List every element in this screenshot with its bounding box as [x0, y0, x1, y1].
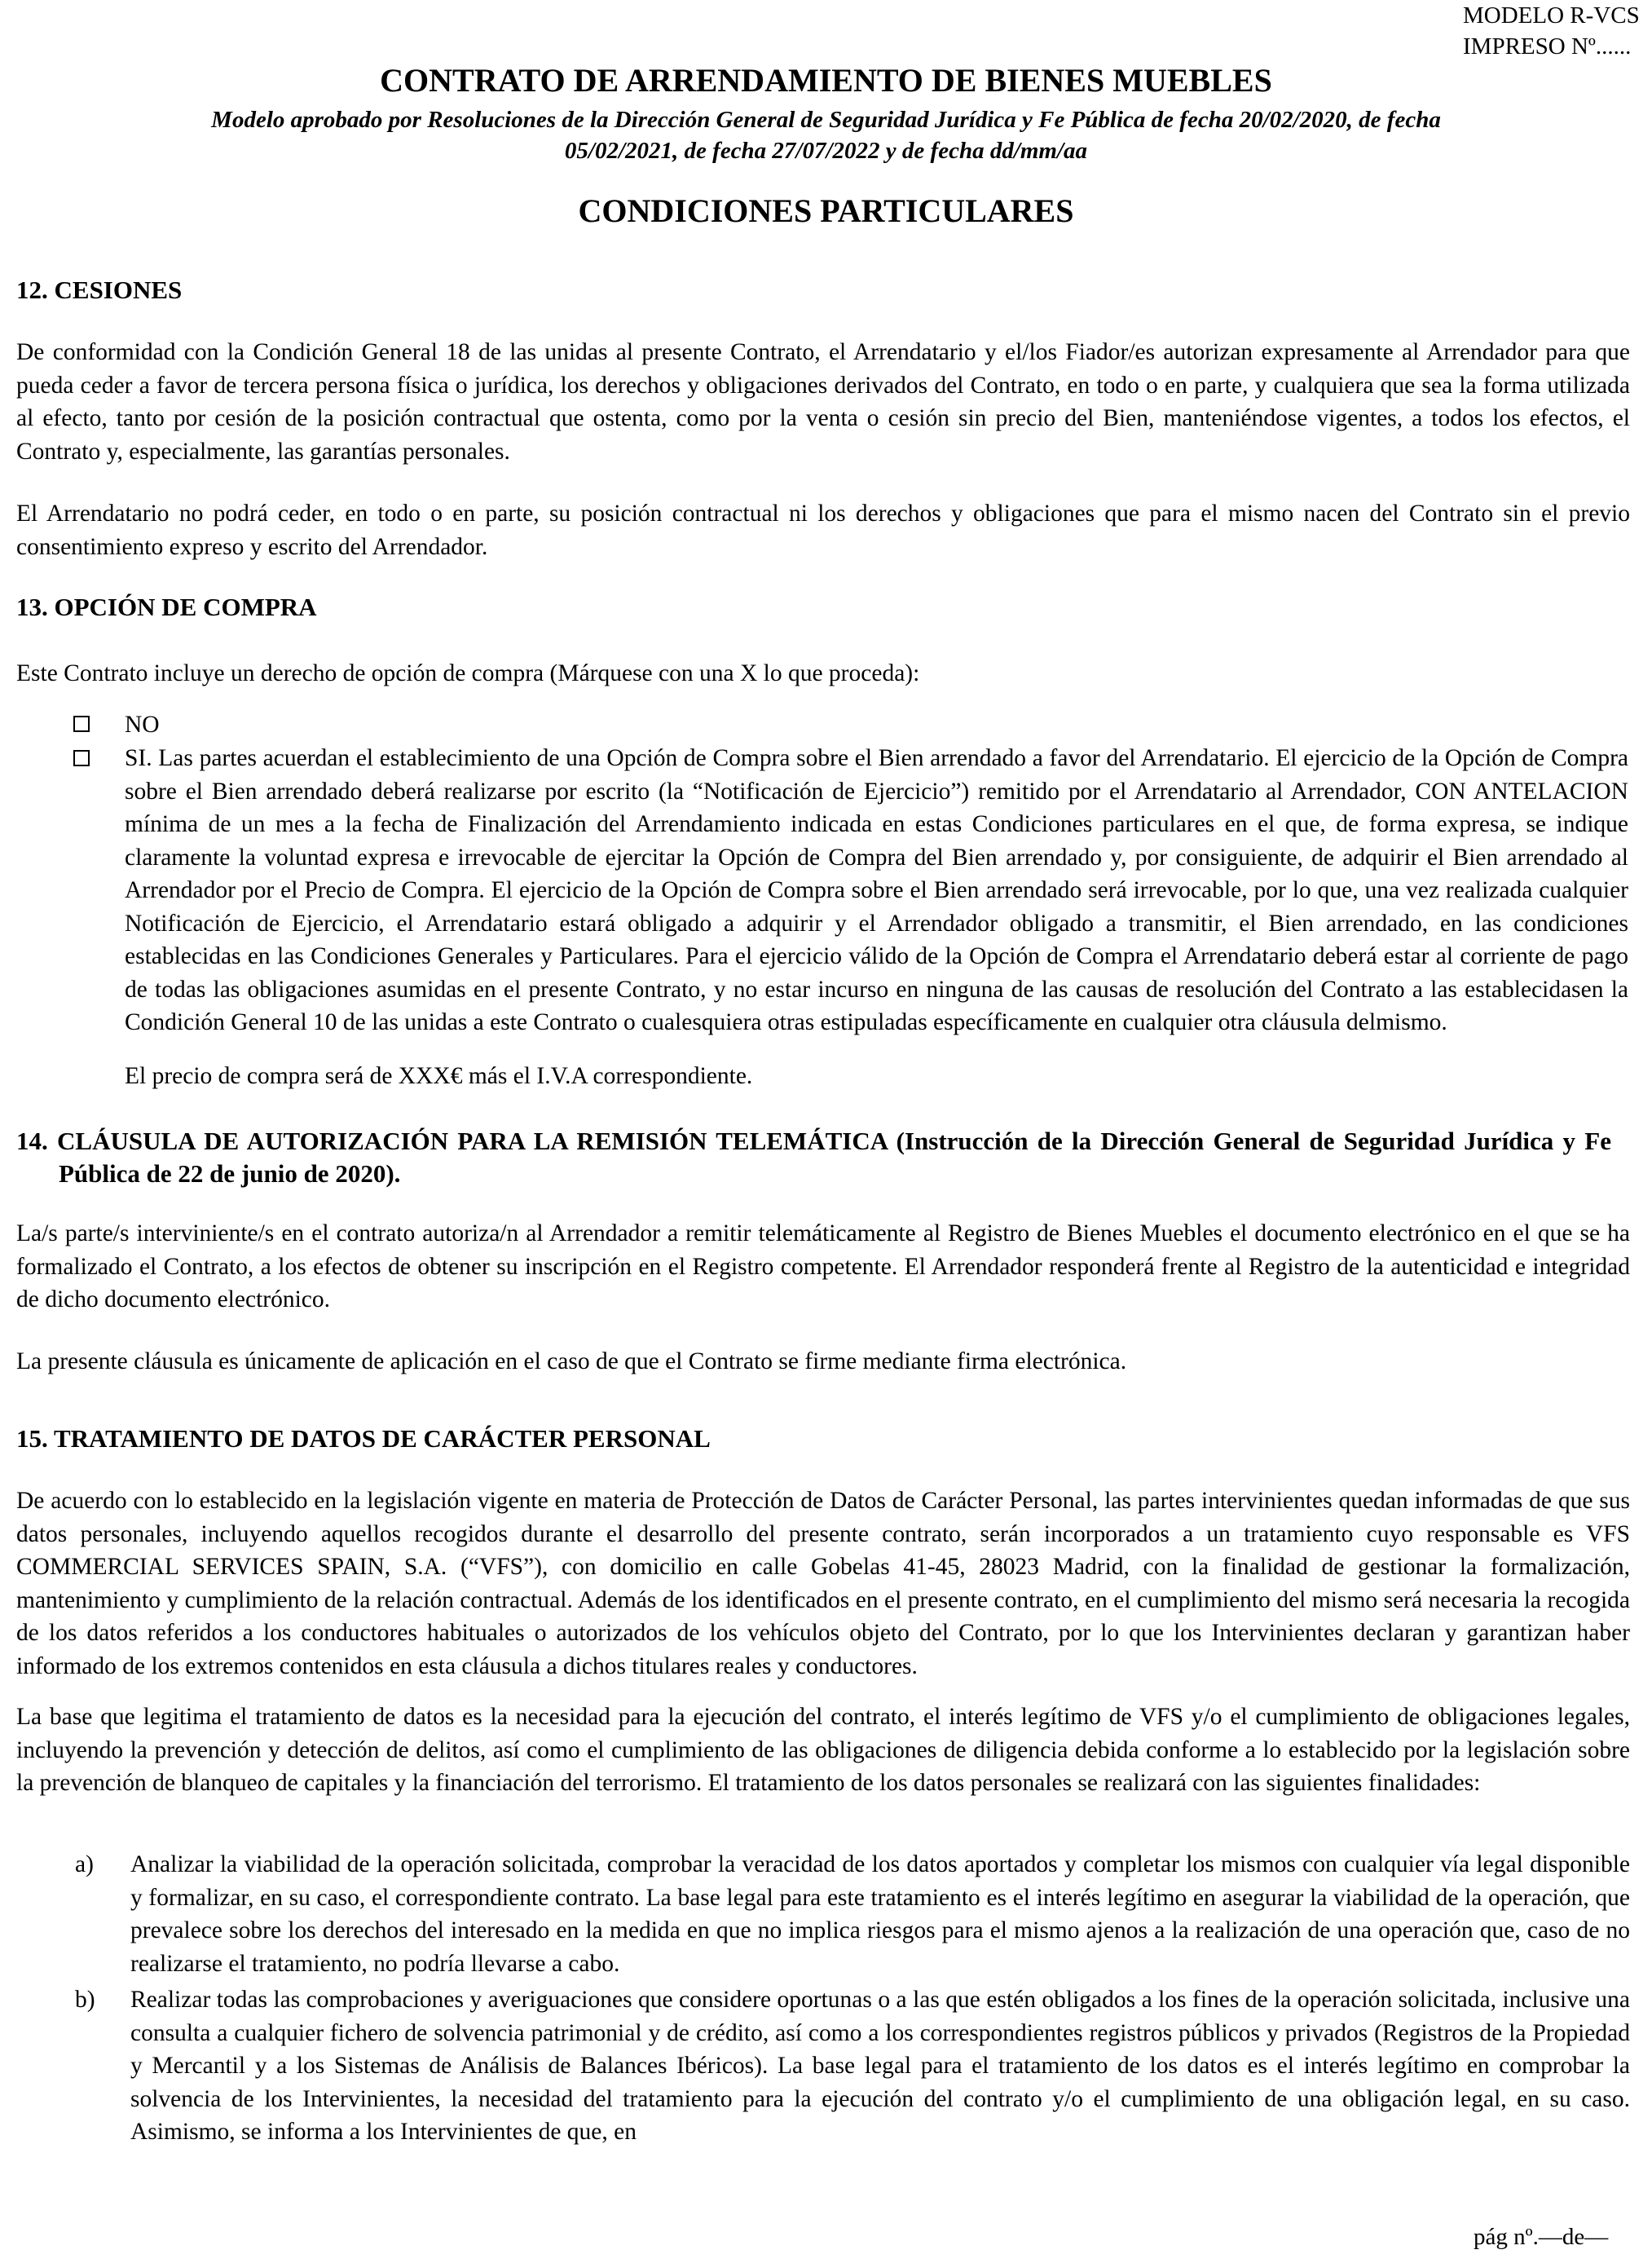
purchase-price: El precio de compra será de XXX€ más el I.V.A correspondiente. — [125, 1063, 753, 1089]
cesiones-paragraph-2: El Arrendatario no podrá ceder, en todo o en parte, su posición contractual ni los derechos y obligaciones que para el mismo nacen del Contrato sin el previo consentimiento expreso y escrito del Arrendador. — [16, 501, 1630, 560]
document-subtitle — [0, 104, 1652, 166]
remision-paragraph-2: La presente cláusula es únicamente de aplicación en el caso de que el Contrato se firme mediante firma electrónica. — [16, 1348, 1127, 1374]
document-title: CONTRATO DE ARRENDAMIENTO DE BIENES MUEBLES — [380, 62, 1272, 99]
cesiones-paragraph-1: De conformidad con la Condición General 18 de las unidas al presente Contrato, el Arrendatario y el/los Fiador/es autorizan expresamente al Arrendador para que pueda ceder a favor de tercera persona física o jurídica, los derechos y obligaciones derivados del Contrato, en todo o en parte, y cualquiera que sea la forma utilizada al efecto, tanto por cesión de la posición contractual que ostenta, como por la venta o cesión sin precio del Bien, manteniéndose vigentes, a todos los efectos, el Contrato y, especialmente, las garantías personales. — [16, 339, 1630, 465]
subtitle-line-2: 05/02/2021, de fecha 27/07/2022 y de fecha dd/mm/aa — [564, 138, 1088, 164]
datos-paragraph-1: De acuerdo con lo establecido en la legislación vigente en materia de Protección de Datos de Carácter Personal, las partes intervinientes quedan informadas de que sus datos personales, incluyendo aquellos recogidos durante el desarrollo del presente contrato, serán incorporados a un tratamiento cuyo responsable es VFS COMMERCIAL SERVICES SPAIN, S.A. (“VFS”), con domicilio en calle Gobelas 41-45, 28023 Madrid, con la finalidad de gestionar la formalización, mantenimiento y cumplimiento de la relación contractual. Además de los identificados en el presente contrato, en el cumplimiento del mismo será necesaria la recogida de los datos referidos a los conductores habituales o autorizados de los vehículos objeto del Contrato, por lo que los Intervinientes declaran y garantizan haber informado de los extremos contenidos en esta cláusula a dichos titulares reales y conductores. — [16, 1488, 1630, 1679]
datos-paragraph-2: La base que legitima el tratamiento de datos es la necesidad para la ejecución del contrato, el interés legítimo de VFS y/o el cumplimiento de obligaciones legales, incluyendo la prevención y detección de delitos, así como el cumplimiento de las obligaciones de diligencia debida conforme a lo establecido por la legislación sobre la prevención de blanqueo de capitales y la financiación del terrorismo. El tratamiento de los datos personales se realizará con las siguientes finalidades: — [16, 1704, 1630, 1796]
list-item-a: Analizar la viabilidad de la operación solicitada, comprobar la veracidad de los datos aportados y completar los mismos con cualquier vía legal disponible y formalizar, en su caso, el correspondiente contrato. La base legal para este tratamiento es el interés legítimo en asegurar la viabilidad de la operación, que prevalece sobre los derechos del interesado en la medida en que no implica riesgos para el mismo ajenos a la realización de una operación que, caso de no realizarse el tratamiento, no podría llevarse a cabo. — [130, 1851, 1630, 1977]
section-title: CONDICIONES PARTICULARES — [578, 192, 1074, 229]
opcion-compra-intro: Este Contrato incluye un derecho de opción de compra (Márquese con una X lo que proceda): — [16, 660, 920, 686]
list-item-b: Realizar todas las comprobaciones y averiguaciones que considere oportunas o a las que estén obligados a los fines de la operación solicitada, inclusive una consulta a cualquier fichero de solvencia patrimonial y de crédito, así como a los correspondientes registros públicos y privados (Registros de la Propiedad y Mercantil y a los Sistemas de Análisis de Balances Ibéricos). La base legal para el tratamiento de los datos es el interés legítimo en comprobar la solvencia de los Intervinientes, la necesidad del tratamiento para la ejecución del contrato y/o el cumplimiento de una obligación legal, en su caso. Asimismo, se informa a los Intervinientes de que, en — [130, 1987, 1630, 2145]
checkbox-no[interactable] — [73, 716, 90, 732]
option-no-label: NO — [125, 712, 160, 738]
heading-14-remision-telematica: 14. CLÁUSULA DE AUTORIZACIÓN PARA LA REMISIÓN TELEMÁTICA (Instrucción de la Dirección General de Seguridad Jurídica y Fe Pública de 22 de junio de 2020). — [16, 1127, 1611, 1188]
list-label-a: a) — [75, 1851, 94, 1877]
heading-12-cesiones: 12. CESIONES — [16, 276, 183, 304]
subtitle-line-1: Modelo aprobado por Resoluciones de la Dirección General de Seguridad Jurídica y Fe Pública de fecha 20/02/2020, de fecha — [211, 107, 1441, 133]
heading-13-opcion-compra: 13. OPCIÓN DE COMPRA — [16, 593, 317, 621]
remision-paragraph-1: La/s parte/s interviniente/s en el contrato autoriza/n al Arrendador a remitir telemáticamente al Registro de Bienes Muebles el documento electrónico en el que se ha formalizado el Contrato, a los efectos de obtener su inscripción en el Registro competente. El Arrendador responderá frente al Registro de la autenticidad e integridad de dicho documento electrónico. — [16, 1220, 1630, 1312]
model-reference — [1463, 0, 1640, 62]
heading-15-datos-personales: 15. TRATAMIENTO DE DATOS DE CARÁCTER PERSONAL — [16, 1424, 711, 1453]
model-code: MODELO R-VCS — [1463, 2, 1640, 29]
page-number: pág nº.—de— — [1474, 2224, 1609, 2250]
list-label-b: b) — [75, 1987, 95, 2013]
option-si-text: SI. Las partes acuerdan el establecimiento de una Opción de Compra sobre el Bien arrendado a favor del Arrendatario. El ejercicio de la Opción de Compra sobre el Bien arrendado deberá realizarse por escrito (la “Notificación de Ejercicio”) remitido por el Arrendatario al Arrendador, CON ANTELACION mínima de un mes a la fecha de Finalización del Arrendamiento indicada en estas Condiciones particulares en el que, de forma expresa, se indique claramente la voluntad expresa e irrevocable de ejercitar la Opción de Compra del Bien arrendado y, por consiguiente, de adquirir el Bien arrendado al Arrendador por el Precio de Compra. El ejercicio de la Opción de Compra sobre el Bien arrendado será irrevocable, por lo que, una vez realizada cualquier Notificación de Ejercicio, el Arrendatario estará obligado a adquirir y el Arrendador obligado a transmitir, el Bien arrendado, en las condiciones establecidas en las Condiciones Generales y Particulares. Para el ejercicio válido de la Opción de Compra el Arrendatario deberá estar al corriente de pago de todas las obligaciones asumidas en el presente Contrato, y no estar incurso en ninguna de las causas de resolución del Contrato a las establecidasen la Condición General 10 de las unidas a este Contrato o cualesquiera otras estipuladas específicamente en cualquier otra cláusula delmismo. — [125, 745, 1628, 1035]
printed-number: IMPRESO Nº...... — [1463, 33, 1632, 60]
checkbox-si[interactable] — [73, 750, 90, 766]
